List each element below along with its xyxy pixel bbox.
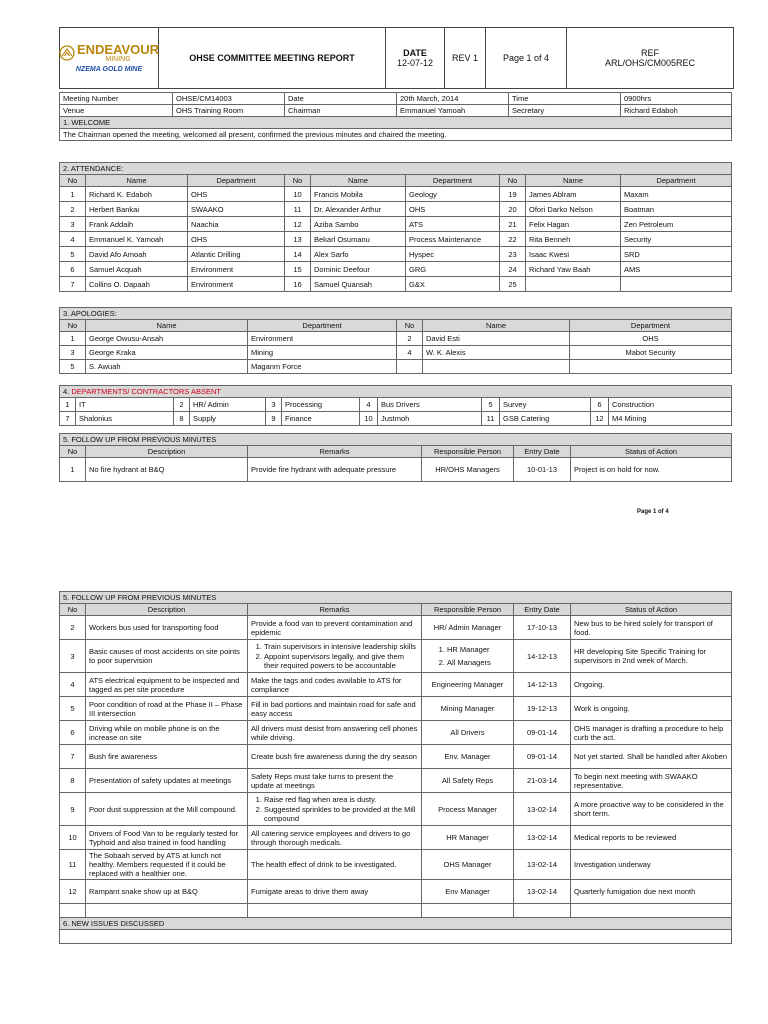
attendee-no: 5 [60,247,86,262]
row-responsible-person: Mining Manager [422,697,514,721]
attendee-department: OHS [188,232,285,247]
row-remarks: Safety Reps must take turns to present the update at meetings [248,769,422,793]
absent-department: Finance [282,412,360,426]
row-remarks: The health effect of drink to be investigated. [248,850,422,880]
row-status: Ongoing. [571,673,732,697]
row-no: 12 [60,880,86,904]
attendee-no: 25 [500,277,526,292]
col-dept: Department [570,320,732,332]
apology-row [60,332,732,346]
attendee-name [526,277,621,292]
row-remarks: Create bush fire awareness during the dry season [248,745,422,769]
row-description: Workers bus used for transporting food [86,616,248,640]
apology-name: W. K. Alexis [423,346,570,360]
row-responsible-person: Env Manager [422,880,514,904]
absent-heading [60,386,732,398]
logo-name: ENDEAVOUR [76,41,160,57]
apology-name: George Owusu-Ansah [86,332,248,346]
col-name: Name [86,320,248,332]
row-responsible-person: HR/ Admin Manager [422,616,514,640]
row-no: 9 [60,793,86,826]
followup-row [60,640,732,673]
row-entry-date: 21-03-14 [514,769,571,793]
attendee-department: Naachia [188,217,285,232]
absent-department: HR/ Admin [190,398,266,412]
absent-department: Supply [190,412,266,426]
attendance-table [59,162,732,292]
followup-row [60,616,732,640]
attendee-name: Herbert Bankai [86,202,188,217]
attendee-name: Richard Yaw Baah [526,262,621,277]
row-description: Basic causes of most accidents on site points to poor supervision [86,640,248,673]
chairman-label: Chairman [285,105,397,117]
row-entry-date: 17-10-13 [514,616,571,640]
followup-row [60,793,732,826]
welcome-heading: 1. WELCOME [60,117,732,129]
attendee-name: Ofori Darko Nelson [526,202,621,217]
row-no: 6 [60,721,86,745]
absent-no: 4 [360,398,378,412]
absent-no: 3 [266,398,282,412]
absent-department: Shalonius [76,412,174,426]
col-entry-date: Entry Date [514,446,571,458]
attendee-department: SWAAKO [188,202,285,217]
endeavour-emblem-icon [59,45,75,61]
row-remarks: All catering service employees and drivers to go through thorough medicals. [248,826,422,850]
row-responsible-person: All Drivers [422,721,514,745]
company-logo [60,28,159,88]
col-no: No [60,604,86,616]
attendee-name: Felix Hagan [526,217,621,232]
col-no: No [60,175,86,187]
row-entry-date: 13-02-14 [514,850,571,880]
row-status: OHS manager is drafting a procedure to help curb the act. [571,721,732,745]
secretary-label: Secretary [509,105,621,117]
row-no: 8 [60,769,86,793]
row-description: Poor dust suppression at the Mill compound. [86,793,248,826]
attendee-no: 7 [60,277,86,292]
followup-row [60,769,732,793]
row-entry-date: 14-12-13 [514,673,571,697]
col-dept: Department [188,175,285,187]
attendee-no: 20 [500,202,526,217]
meeting-time-label: Time [509,93,621,105]
apology-department: Mabot Security [570,346,732,360]
absent-department: Construction [609,398,732,412]
attendee-department: Environment [188,277,285,292]
logo-mine: NZEMA GOLD MINE [75,65,143,73]
row-no: 4 [60,673,86,697]
followup-row [60,745,732,769]
row-no: 1 [60,458,86,482]
attendee-name: Francis Mobila [311,187,406,202]
apology-department: OHS [570,332,732,346]
row-description: Presentation of safety updates at meetings [86,769,248,793]
attendee-no: 4 [60,232,86,247]
absent-no: 11 [482,412,500,426]
attendee-no: 23 [500,247,526,262]
attendee-name: Dr. Alexander Arthur [311,202,406,217]
apology-no: 5 [60,360,86,374]
empty-row [60,930,732,944]
attendance-row [60,187,732,202]
row-entry-date: 10-01-13 [514,458,571,482]
attendee-department: Environment [188,262,285,277]
row-entry-date: 14-12-13 [514,640,571,673]
ref-cell [567,28,733,88]
remarks-item: 1. Raise red flag when area is dusty. [264,795,418,804]
new-issues-heading: 6. NEW ISSUES DISCUSSED [60,918,732,930]
attendee-department: OHS [188,187,285,202]
person-item: 2. All Managers [447,658,510,667]
absent-heading-num: 4. [63,387,70,396]
absent-no: 5 [482,398,500,412]
followup-row [60,880,732,904]
apology-department: Mining [248,346,397,360]
remarks-item: 2. Appoint supervisors legally, and give them their required powers to be accountable [264,652,418,670]
col-name: Name [311,175,406,187]
row-remarks: All drivers must desist from answering cell phones while driving. [248,721,422,745]
apology-no [397,360,423,374]
absent-no: 12 [591,412,609,426]
attendee-department: Boatman [621,202,732,217]
row-description: No fire hydrant at B&Q [86,458,248,482]
col-responsible-person: Responsible Person [422,604,514,616]
date-value: 12-07-12 [396,58,434,68]
apology-no: 4 [397,346,423,360]
meeting-info-table [59,92,732,141]
row-entry-date: 09-01-14 [514,721,571,745]
row-remarks: Provide fire hydrant with adequate pressure [248,458,422,482]
meeting-date: 20th March, 2014 [397,93,509,105]
attendee-no: 3 [60,217,86,232]
logo-sub: MINING [105,55,131,63]
apologies-table [59,307,732,374]
attendee-name: Frank Addaih [86,217,188,232]
apology-row [60,360,732,374]
person-item: 1. HR Manager [447,645,510,654]
attendee-name: Emmanuel K. Yamoah [86,232,188,247]
attendee-no: 2 [60,202,86,217]
row-responsible-person: Env. Manager [422,745,514,769]
attendee-name: Isaac Kwesi [526,247,621,262]
attendee-no: 19 [500,187,526,202]
absent-no: 2 [174,398,190,412]
absent-row [60,398,732,412]
page-number: Page 1 of 4 [486,28,567,88]
attendee-department: ATS [406,217,500,232]
attendee-no: 10 [285,187,311,202]
absent-no: 1 [60,398,76,412]
absent-no: 10 [360,412,378,426]
row-remarks: Provide a food van to prevent contamination and epidemic [248,616,422,640]
report-title: OHSE COMMITTEE MEETING REPORT [159,28,386,88]
apology-department [570,360,732,374]
absent-department: GSB Catering [500,412,591,426]
absent-table [59,385,732,426]
page-footer: Page 1 of 4 [637,509,669,515]
meeting-number-label: Meeting Number [60,93,173,105]
attendee-no: 11 [285,202,311,217]
attendance-header-row [60,175,732,187]
col-no: No [285,175,311,187]
row-no: 2 [60,616,86,640]
absent-department: M4 Mining [609,412,732,426]
absent-department: Survey [500,398,591,412]
attendee-name: David Afo Amoah [86,247,188,262]
row-status: Medical reports to be reviewed [571,826,732,850]
welcome-text: The Chairman opened the meeting, welcomed all present, confirmed the previous minutes and chaired the meeting. [60,129,732,141]
attendee-name: Samuel Quansah [311,277,406,292]
attendee-department [621,277,732,292]
col-name: Name [86,175,188,187]
remarks-item: 1. Train supervisors in intensive leadership skills [264,642,418,651]
absent-no: 7 [60,412,76,426]
attendee-no: 21 [500,217,526,232]
attendee-no: 22 [500,232,526,247]
col-no: No [60,320,86,332]
remarks-list [251,795,418,823]
row-responsible-person [422,640,514,673]
meeting-time: 0900hrs [621,93,732,105]
col-description: Description [86,446,248,458]
followup-row [60,721,732,745]
apologies-header-row [60,320,732,332]
attendee-name: James Ablram [526,187,621,202]
row-status: Quarterly fumigation due next month [571,880,732,904]
row-description: The Sobaah served by ATS at lunch not healthy. Members requested if it could be replaced with a healthier one. [86,850,248,880]
attendee-department: GRG [406,262,500,277]
date-label: DATE [403,48,427,58]
col-dept: Department [248,320,397,332]
row-responsible-person: HR/OHS Managers [422,458,514,482]
attendee-department: Atlantic Drilling [188,247,285,262]
attendance-heading: 2. ATTENDANCE: [60,163,732,175]
absent-department: Justmoh [378,412,482,426]
row-description: Driving while on mobile phone is on the increase on site [86,721,248,745]
row-no: 3 [60,640,86,673]
apology-no: 1 [60,332,86,346]
meeting-row-1 [60,93,732,105]
attendee-name: Richard K. Edaboh [86,187,188,202]
row-responsible-person: Engineering Manager [422,673,514,697]
attendee-name: Samuel Acquah [86,262,188,277]
col-dept: Department [406,175,500,187]
row-status: Not yet started. Shall be handled after Akoben [571,745,732,769]
secretary: Richard Edaboh [621,105,732,117]
apology-name: S. Awuah [86,360,248,374]
attendee-name: Aziba Sambo [311,217,406,232]
col-no: No [500,175,526,187]
row-entry-date: 09-01-14 [514,745,571,769]
apology-name [423,360,570,374]
attendance-row [60,277,732,292]
attendee-name: Dominic Deefour [311,262,406,277]
row-remarks [248,640,422,673]
attendee-department: G&X [406,277,500,292]
attendee-name: Collins O. Dapaah [86,277,188,292]
col-remarks: Remarks [248,604,422,616]
followup-row [60,850,732,880]
followup-row [60,458,732,482]
attendee-department: SRD [621,247,732,262]
row-status: A more proactive way to be considered in the short term. [571,793,732,826]
apology-name: David Esti [423,332,570,346]
row-description: Drivers of Food Van to be regularly tested for Typhoid and also trained in food handling [86,826,248,850]
col-no: No [60,446,86,458]
attendee-no: 14 [285,247,311,262]
meeting-row-2 [60,105,732,117]
col-name: Name [423,320,570,332]
row-status: Work is ongoing. [571,697,732,721]
followup-header-row [60,604,732,616]
empty-row [60,904,732,918]
person-list [425,645,510,667]
venue-label: Venue [60,105,173,117]
absent-department: Processing [282,398,360,412]
venue: OHS Training Room [173,105,285,117]
attendance-row [60,202,732,217]
attendee-name: Alex Sarfo [311,247,406,262]
followup-heading: 5. FOLLOW UP FROM PREVIOUS MINUTES [60,434,732,446]
col-remarks: Remarks [248,446,422,458]
col-name: Name [526,175,621,187]
row-entry-date: 13-02-14 [514,880,571,904]
attendee-department: Geology [406,187,500,202]
followup-table-page1 [59,433,732,482]
remarks-list [251,642,418,670]
attendance-row [60,217,732,232]
chairman: Emmanuel Yamoah [397,105,509,117]
followup-header-row [60,446,732,458]
attendee-department: Maxam [621,187,732,202]
attendee-no: 15 [285,262,311,277]
col-entry-date: Entry Date [514,604,571,616]
attendee-no: 1 [60,187,86,202]
col-status: Status of Action [571,446,732,458]
row-no: 10 [60,826,86,850]
apology-department: Maganm Force [248,360,397,374]
revision: REV 1 [445,28,486,88]
attendee-department: OHS [406,202,500,217]
row-entry-date: 13-02-14 [514,793,571,826]
attendee-no: 13 [285,232,311,247]
ref-label: REF [641,48,659,58]
apology-row [60,346,732,360]
date-cell [386,28,445,88]
row-status: Investigation underway [571,850,732,880]
row-description: ATS electrical equipment to be inspected and tagged as per site procedure [86,673,248,697]
row-responsible-person: HR Manager [422,826,514,850]
ref-value: ARL/OHS/CM005REC [604,58,696,68]
row-status: To begin next meeting with SWAAKO representative. [571,769,732,793]
attendee-no: 16 [285,277,311,292]
attendee-department: Security [621,232,732,247]
attendee-department: AMS [621,262,732,277]
followup-row [60,826,732,850]
row-entry-date: 13-02-14 [514,826,571,850]
apology-name: George Kraka [86,346,248,360]
row-remarks: Make the tags and codes available to ATS for compliance [248,673,422,697]
absent-no: 8 [174,412,190,426]
absent-heading-text: DEPARTMENTS/ CONTRACTORS ABSENT [71,387,221,396]
attendee-no: 6 [60,262,86,277]
attendance-row [60,232,732,247]
apology-no: 2 [397,332,423,346]
attendee-no: 24 [500,262,526,277]
absent-row [60,412,732,426]
row-description: Bush fire awareness [86,745,248,769]
absent-no: 9 [266,412,282,426]
row-no: 11 [60,850,86,880]
row-status: New bus to be hired solely for transport of food. [571,616,732,640]
row-remarks: Fumigate areas to drive them away [248,880,422,904]
row-remarks [248,793,422,826]
attendee-name: Bekarl Osumanu [311,232,406,247]
attendee-name: Rita Benneh [526,232,621,247]
apologies-heading: 3. APOLOGIES: [60,308,732,320]
row-status: Project is on hold for now. [571,458,732,482]
absent-department: Bus Drivers [378,398,482,412]
absent-no: 6 [591,398,609,412]
meeting-date-label: Date [285,93,397,105]
attendee-no: 12 [285,217,311,232]
apology-department: Environment [248,332,397,346]
attendee-department: Hyspec [406,247,500,262]
col-dept: Department [621,175,732,187]
absent-department: IT [76,398,174,412]
followup-heading: 5. FOLLOW UP FROM PREVIOUS MINUTES [60,592,732,604]
attendance-row [60,247,732,262]
col-status: Status of Action [571,604,732,616]
row-status: HR developing Site Specific Training for supervisors in 2nd week of March. [571,640,732,673]
row-responsible-person: Process Manager [422,793,514,826]
followup-row [60,673,732,697]
row-remarks: Fill in bad portions and maintain road for safe and easy access [248,697,422,721]
followup-row [60,697,732,721]
followup-table-page2 [59,591,732,944]
row-no: 7 [60,745,86,769]
remarks-item: 2. Suggested sprinkles to be provided at the Mill compound [264,805,418,823]
col-no: No [397,320,423,332]
attendee-department: Process Maintenance [406,232,500,247]
row-entry-date: 19-12-13 [514,697,571,721]
col-description: Description [86,604,248,616]
meeting-number: OHSE/CM14003 [173,93,285,105]
apology-no: 3 [60,346,86,360]
attendee-department: Zen Petroleum [621,217,732,232]
report-header [59,27,734,89]
row-no: 5 [60,697,86,721]
row-responsible-person: OHS Manager [422,850,514,880]
row-responsible-person: All Safety Reps [422,769,514,793]
row-description: Poor condition of road at the Phase II – Phase III intersection [86,697,248,721]
row-description: Rampant snake show up at B&Q [86,880,248,904]
col-responsible-person: Responsible Person [422,446,514,458]
attendance-row [60,262,732,277]
